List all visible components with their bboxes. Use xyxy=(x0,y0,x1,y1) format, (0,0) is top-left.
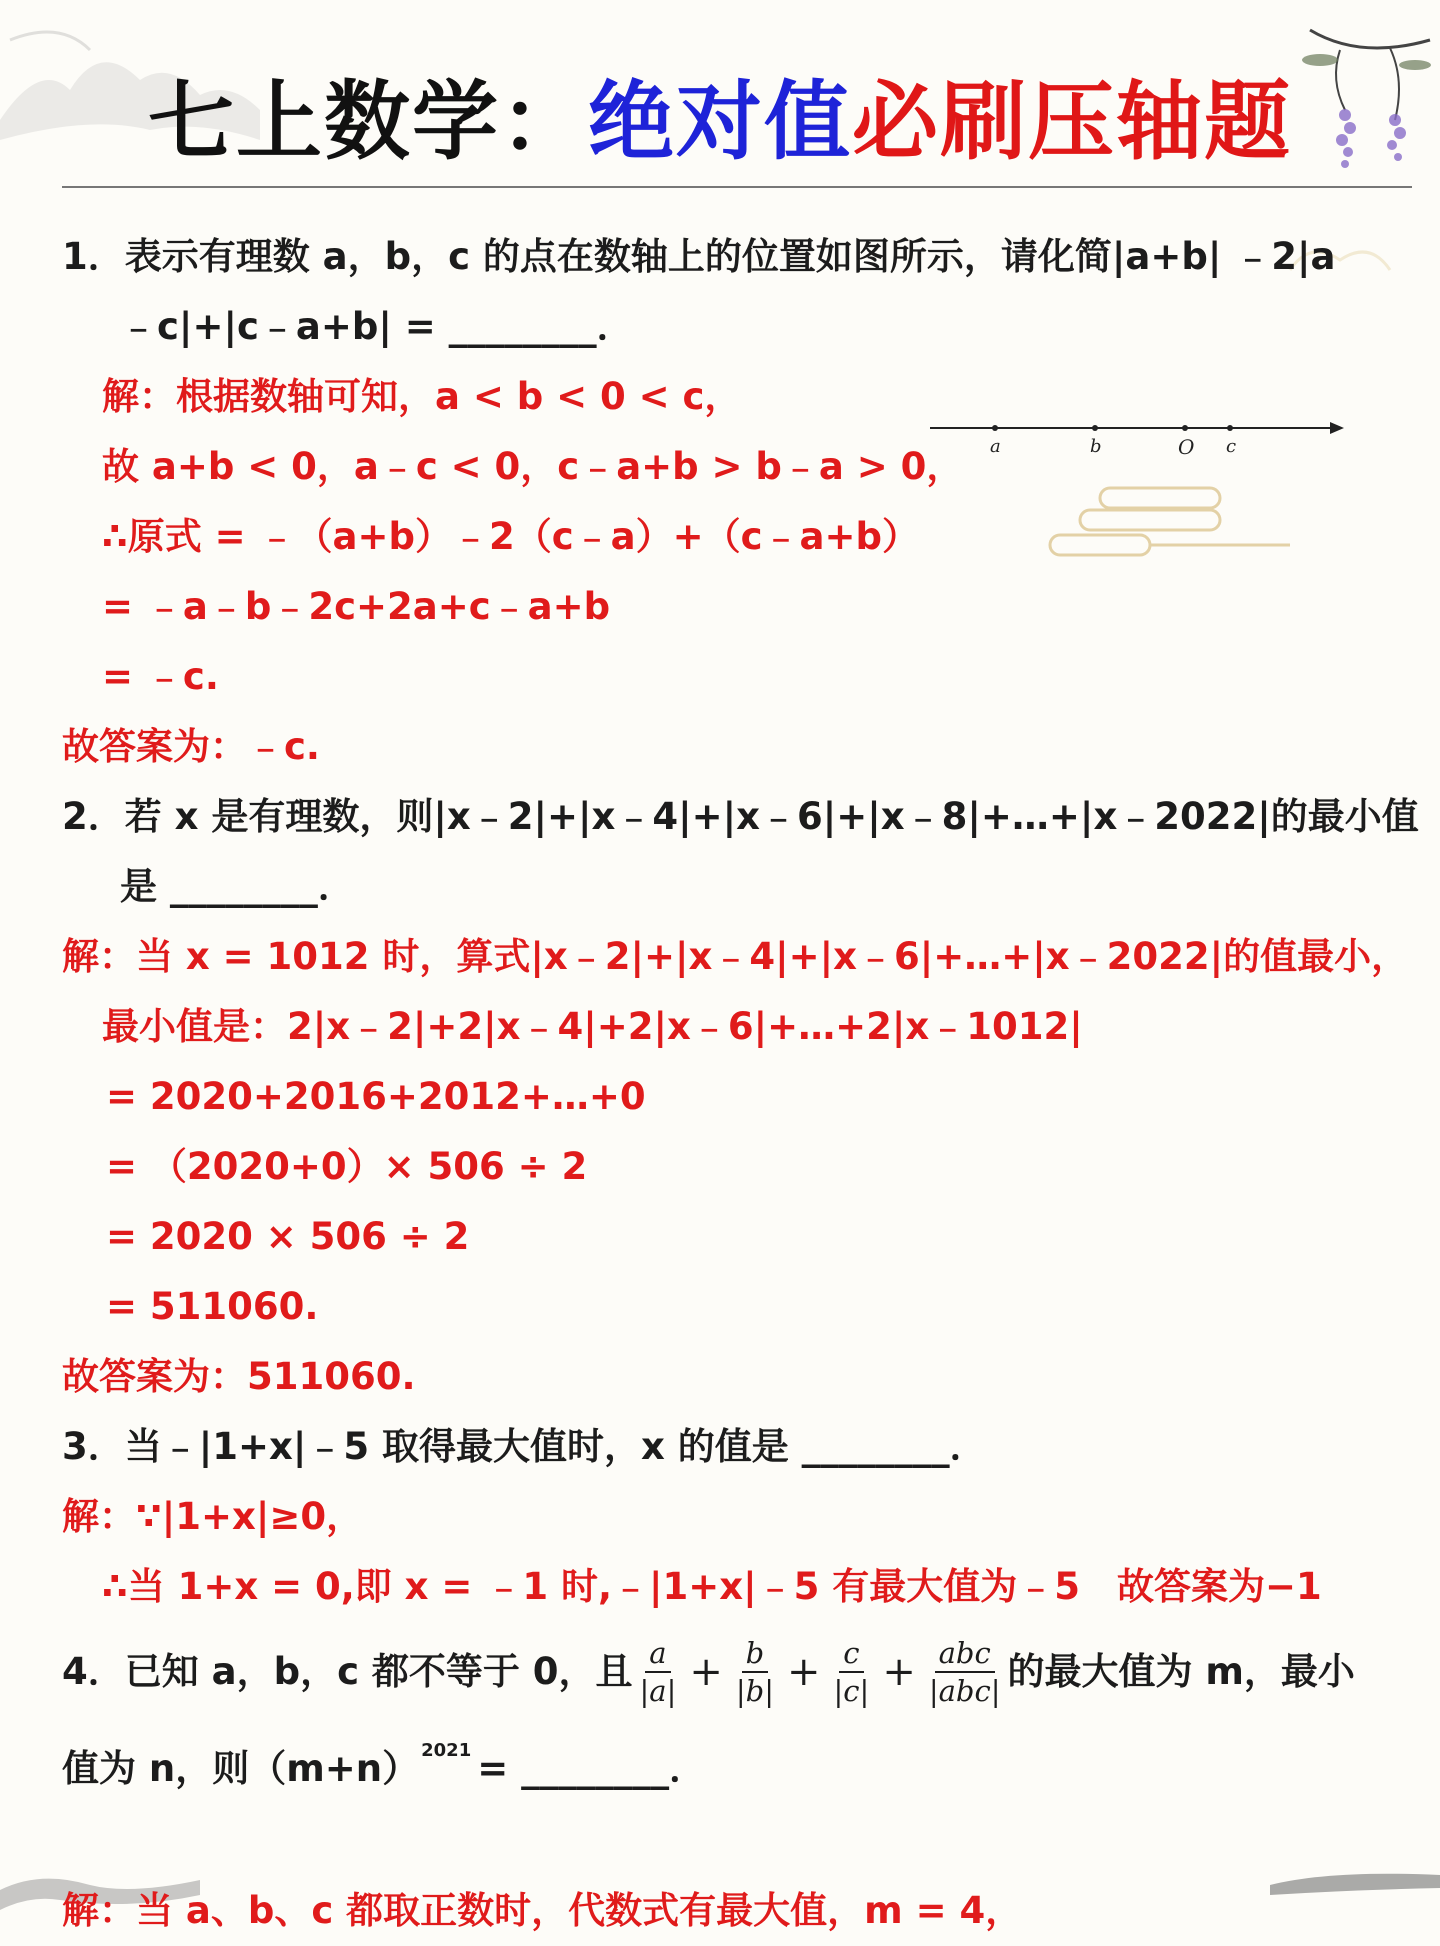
q4-line1 xyxy=(62,1622,1422,1722)
q4-prefix: 4．已知 a，b，c 都不等于 0，且 xyxy=(62,1650,633,1693)
fraction-abc: $\frac{\text{abc}}{\text{|abc|}}$ xyxy=(928,1636,1001,1708)
fraction-c: $\frac{c}{|c|}$ xyxy=(833,1636,870,1708)
title-topic: 绝对值 xyxy=(588,71,852,172)
q2-solution-1: 解：当 x = 1012 时，算式|x﹣2|+|x﹣4|+|x﹣6|+…+|x﹣2022|的值最小， xyxy=(62,935,1409,978)
q4-suffix: 的最大值为 m，最小 xyxy=(1007,1650,1355,1693)
q3-line1: 3．当﹣|1+x|﹣5 取得最大值时，x 的值是 ________． xyxy=(62,1425,987,1468)
fraction-b: $\frac{b}{|b|}$ xyxy=(735,1636,774,1708)
q1-line2: ﹣c|+|c﹣a+b| = ________． xyxy=(120,305,634,348)
label-c: c xyxy=(1226,436,1237,457)
q1-solution-3: ∴原式 = ﹣（a+b）﹣2（c﹣a）+（c﹣a+b） xyxy=(102,515,919,558)
q4-exponent: 2021 xyxy=(421,1740,472,1761)
label-b: b xyxy=(1090,436,1102,457)
title-divider xyxy=(62,186,1412,188)
q2-solution-2: 最小值是：2|x﹣2|+2|x﹣4|+2|x﹣6|+…+2|x﹣1012| xyxy=(102,1005,1083,1048)
q2-solution-3: = 2020+2016+2012+…+0 xyxy=(106,1075,646,1118)
q2-solution-6: = 511060. xyxy=(106,1285,319,1328)
fraction-a: $\frac{a}{|a|}$ xyxy=(639,1636,677,1708)
q2-solution-4: = （2020+0）× 506 ÷ 2 xyxy=(106,1145,588,1188)
q2-solution-5: = 2020 × 506 ÷ 2 xyxy=(106,1215,470,1258)
title-grade: 七上数学： xyxy=(148,71,588,172)
q1-solution-1: 解：根据数轴可知，a < b < 0 < c， xyxy=(102,375,742,418)
q2-answer: 故答案为：511060. xyxy=(62,1355,416,1398)
q2-line2: 是 ________． xyxy=(120,865,355,908)
q1-answer: 故答案为：﹣c. xyxy=(62,725,320,768)
plus-sign: + xyxy=(787,1649,821,1695)
q1-line1: 1．表示有理数 a，b，c 的点在数轴上的位置如图所示，请化简|a+b| ﹣2|a xyxy=(62,235,1336,278)
plus-sign: + xyxy=(882,1649,916,1695)
label-a: a xyxy=(990,436,1001,457)
label-o: O xyxy=(1178,435,1195,459)
q3-solution-2: ∴当 1+x = 0,即 x = ﹣1 时,﹣|1+x|﹣5 有最大值为﹣5 故答案为−1 xyxy=(102,1565,1322,1608)
q1-solution-2: 故 a+b < 0，a﹣c < 0，c﹣a+b > b﹣a > 0， xyxy=(102,445,964,488)
page-title xyxy=(0,52,1440,176)
title-type: 必刷压轴题 xyxy=(852,71,1292,172)
q1-solution-5: = ﹣c. xyxy=(102,655,219,698)
q3-solution-1: 解：∵|1+x|≥0， xyxy=(62,1495,364,1538)
q4-solution: 解：当 a、b、c 都取正数时，代数式有最大值，m = 4， xyxy=(62,1889,1023,1932)
plus-sign: + xyxy=(689,1649,723,1695)
spacer xyxy=(62,1816,1422,1876)
q4-expression xyxy=(633,1622,1008,1722)
q4-line2-text: 值为 n，则（m+n） xyxy=(62,1747,420,1790)
q1-solution-4: = ﹣a﹣b﹣2c+2a+c﹣a+b xyxy=(102,585,611,628)
q4-line2-blank: = ________． xyxy=(477,1747,707,1790)
problem-list xyxy=(62,222,1422,1946)
q4-line2 xyxy=(62,1722,1422,1816)
q2-line1: 2．若 x 是有理数，则|x﹣2|+|x﹣4|+|x﹣6|+|x﹣8|+…+|x﹣2022|的最小值 xyxy=(62,795,1419,838)
